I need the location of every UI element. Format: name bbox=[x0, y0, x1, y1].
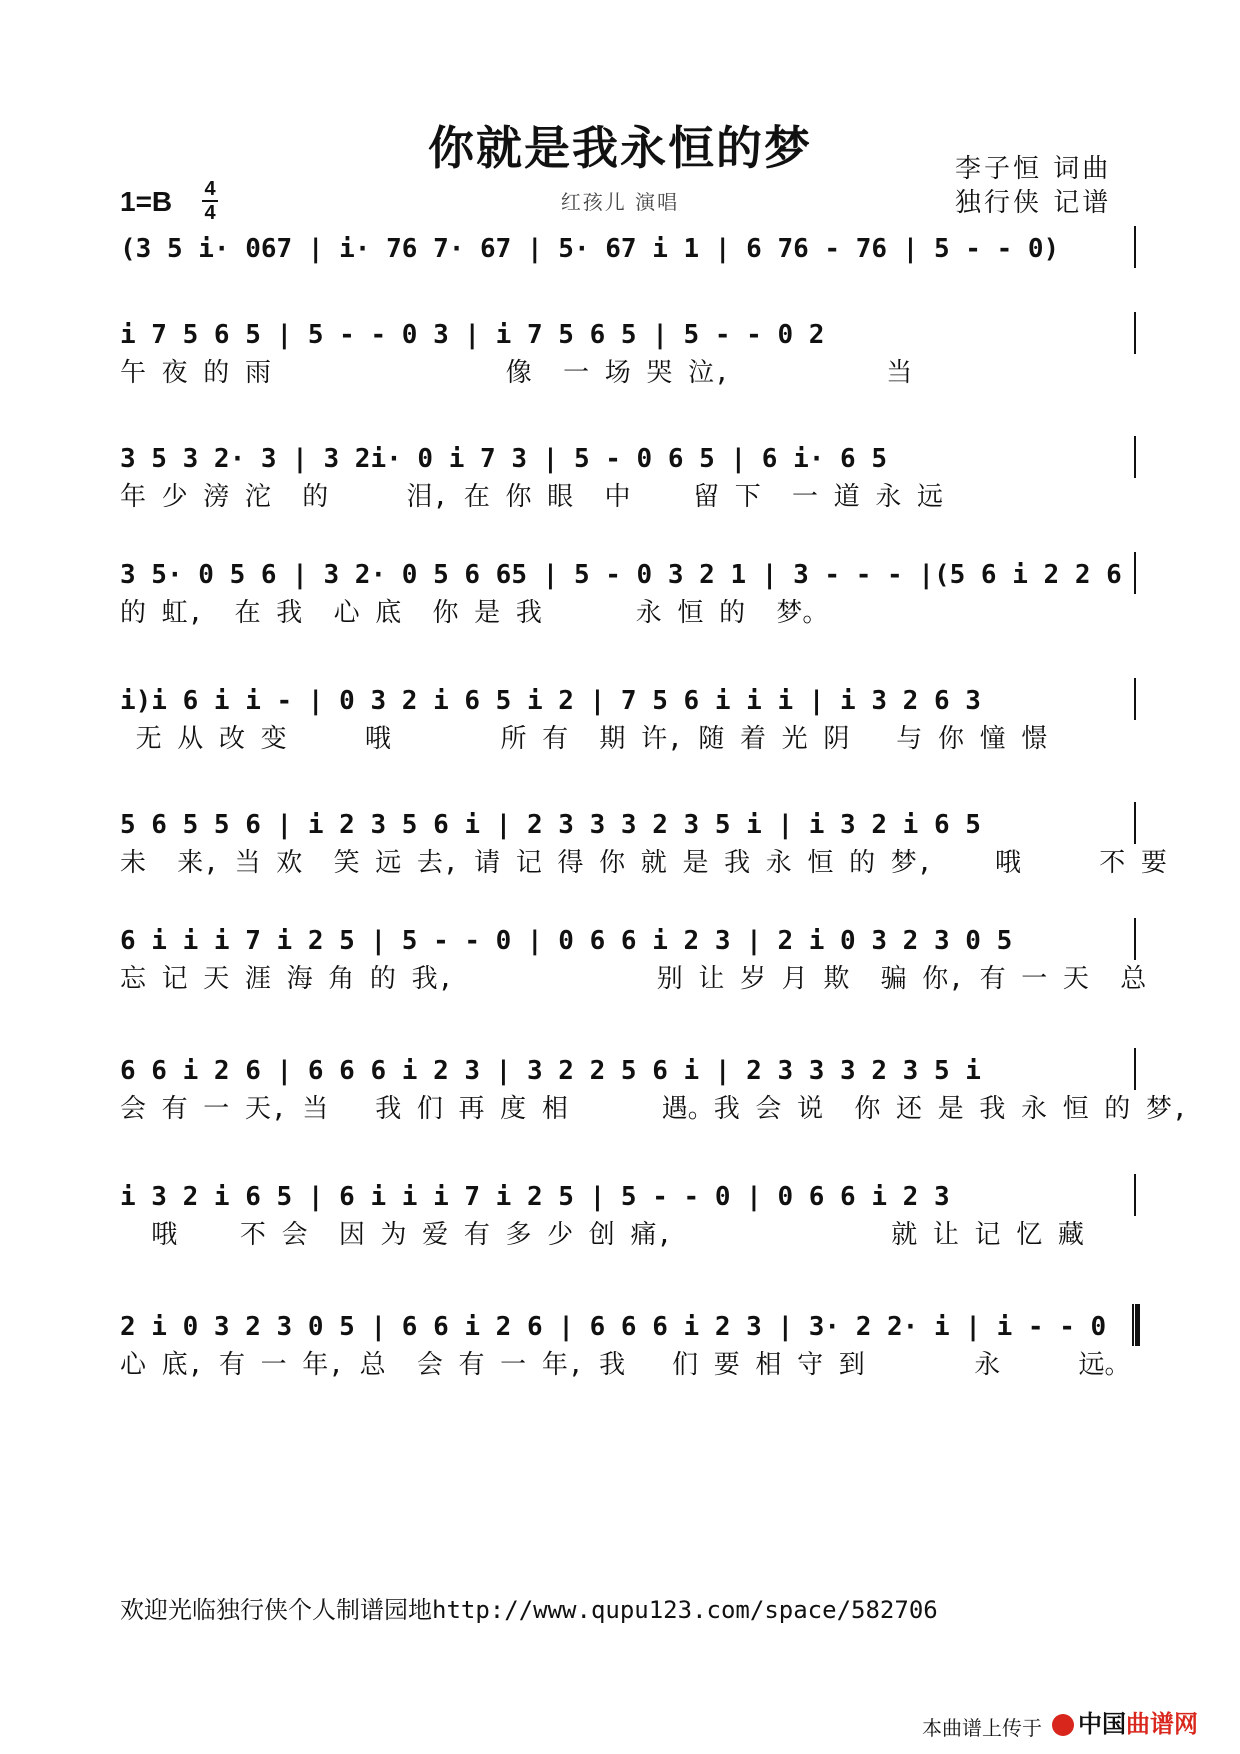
score-system-10 bbox=[120, 1310, 1130, 1382]
notation-line: 2 i 0 3 2 3 0 5 | 6 6 i 2 6 | 6 6 6 i 2 3 | 3· 2 2· i | i - - 0 bbox=[120, 1312, 1107, 1342]
transcriber-credit: 独行侠 记谱 bbox=[955, 188, 1112, 218]
key-signature: 1=B bbox=[120, 186, 173, 217]
score-system-7 bbox=[120, 924, 1147, 996]
lyric-line: 忘 记 天 涯 海 角 的 我, 别 让 岁 月 欺 骗 你, 有 一 天 总 bbox=[120, 964, 1147, 994]
lyric-line: 的 虹, 在 我 心 底 你 是 我 永 恒 的 梦。 bbox=[120, 598, 829, 628]
score-system-5 bbox=[120, 684, 1130, 756]
footer-link-text[interactable]: 欢迎光临独行侠个人制谱园地http://www.qupu123.com/space/582706 bbox=[120, 1596, 938, 1624]
score-system-8 bbox=[120, 1054, 1188, 1126]
notation-line: 3 5 3 2· 3 | 3 2i· 0 i 7 3 | 5 - 0 6 5 | 6 i· 6 5 bbox=[120, 444, 888, 474]
upload-caption: 本曲谱上传于 bbox=[922, 1716, 1042, 1740]
meter-bottom: 4 bbox=[204, 202, 216, 224]
performer-credit: 红孩儿 演唱 bbox=[560, 190, 680, 214]
notation-line: 6 i i i 7 i 2 5 | 5 - - 0 | 0 6 6 i 2 3 | 2 i 0 3 2 3 0 5 bbox=[120, 926, 1013, 956]
score-system-9 bbox=[120, 1180, 1130, 1252]
lyric-line: 无 从 改 变 哦 所 有 期 许, 随 着 光 阴 与 你 憧 憬 bbox=[120, 724, 1048, 754]
notation-line: 6 6 i 2 6 | 6 6 6 i 2 3 | 3 2 2 5 6 i | 2 3 3 3 2 3 5 i bbox=[120, 1056, 981, 1086]
score-system-2 bbox=[120, 318, 1130, 390]
lyric-line: 年 少 滂 沱 的 泪, 在 你 眼 中 留 下 一 道 永 远 bbox=[120, 482, 943, 512]
score-system-6 bbox=[120, 808, 1167, 880]
site-logo[interactable] bbox=[1052, 1704, 1198, 1739]
score-system-3 bbox=[120, 442, 1130, 514]
score-system-1 bbox=[120, 232, 1130, 266]
page-title: 你就是我永恒的梦 bbox=[428, 121, 812, 175]
notation-line: (3 5 i· 067 | i· 76 7· 67 | 5· 67 i 1 | 6 76 - 76 | 5 - - 0) bbox=[120, 234, 1060, 264]
lyric-line: 心 底, 有 一 年, 总 会 有 一 年, 我 们 要 相 守 到 永 远。 bbox=[120, 1350, 1131, 1380]
logo-icon bbox=[1052, 1714, 1074, 1736]
logo-text-1: 中国 bbox=[1078, 1710, 1126, 1738]
notation-line: i 3 2 i 6 5 | 6 i i i 7 i 2 5 | 5 - - 0 | 0 6 6 i 2 3 bbox=[120, 1182, 950, 1212]
composer-credit: 李子恒 词曲 bbox=[955, 154, 1112, 184]
notation-line: 3 5· 0 5 6 | 3 2· 0 5 6 65 | 5 - 0 3 2 1 | 3 - - - |(5 6 i 2 2 6 bbox=[120, 560, 1122, 590]
logo-text-2: 曲谱网 bbox=[1126, 1710, 1198, 1738]
lyric-line: 午 夜 的 雨 像 一 场 哭 泣, 当 bbox=[120, 358, 913, 388]
notation-line: 5 6 5 5 6 | i 2 3 5 6 i | 2 3 3 3 2 3 5 i | i 3 2 i 6 5 bbox=[120, 810, 981, 840]
lyric-line: 会 有 一 天, 当 我 们 再 度 相 遇。我 会 说 你 还 是 我 永 恒 的 梦, bbox=[120, 1094, 1188, 1124]
lyric-line: 未 来, 当 欢 笑 远 去, 请 记 得 你 就 是 我 永 恒 的 梦, 哦 不 要 bbox=[120, 848, 1167, 878]
notation-line: i)i 6 i i - | 0 3 2 i 6 5 i 2 | 7 5 6 i i i | i 3 2 6 3 bbox=[120, 686, 981, 716]
notation-line: i 7 5 6 5 | 5 - - 0 3 | i 7 5 6 5 | 5 - - 0 2 bbox=[120, 320, 825, 350]
meter-top: 4 bbox=[204, 178, 216, 200]
score-system-4 bbox=[120, 558, 1130, 630]
lyric-line: 哦 不 会 因 为 爱 有 多 少 创 痛, 就 让 记 忆 藏 bbox=[120, 1220, 1084, 1250]
